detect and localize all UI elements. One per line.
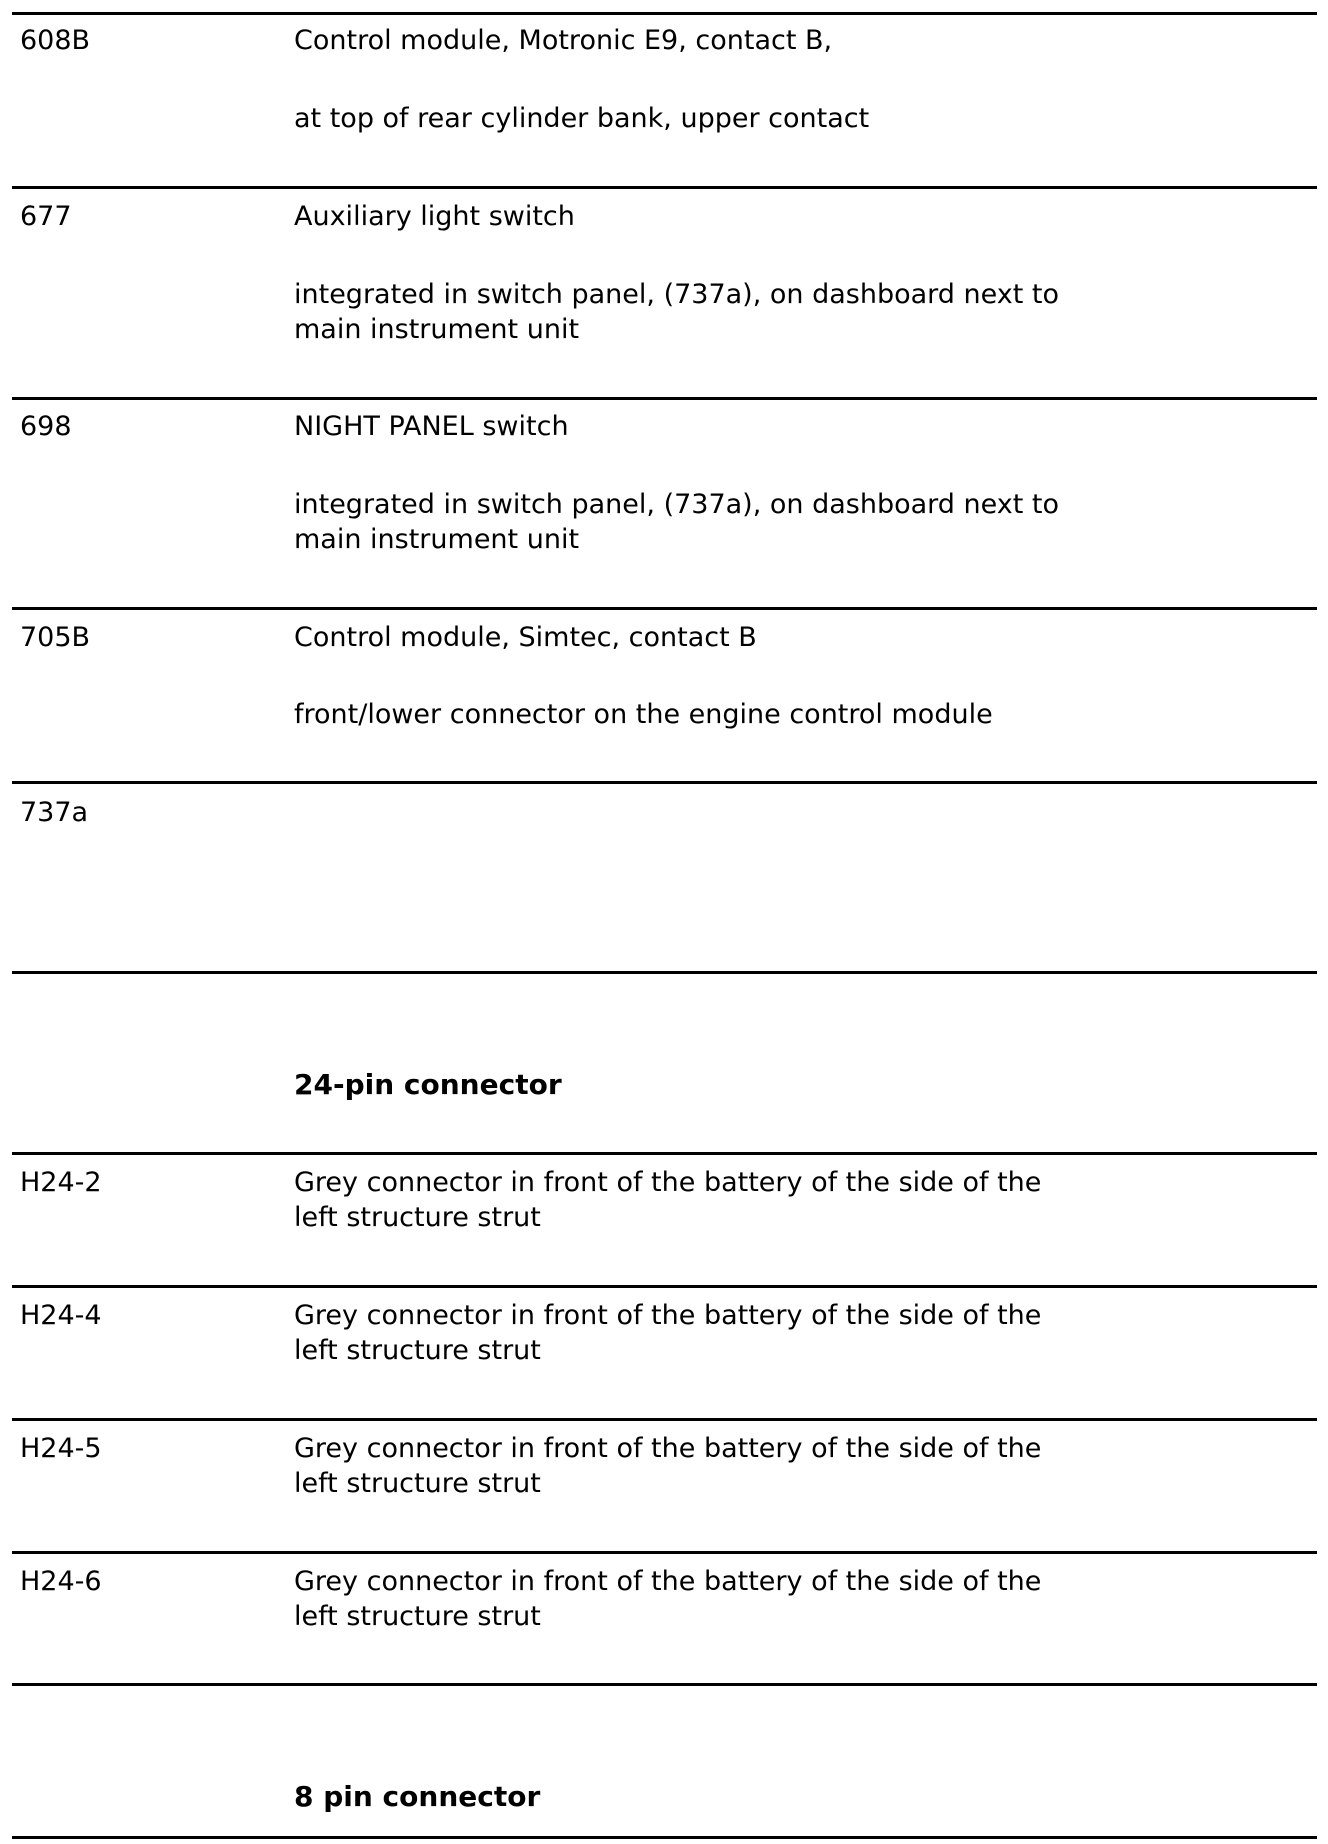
connector-location: Grey connector in front of the battery of the side of the: [294, 1566, 1042, 1597]
connector-code: H24-5: [20, 1433, 102, 1464]
connector-location: Grey connector in front of the battery of the side of the: [294, 1300, 1042, 1331]
component-location: main instrument unit: [294, 524, 580, 555]
table-rule: [12, 12, 1317, 15]
component-code: 677: [20, 201, 72, 232]
component-code: 737a: [20, 797, 89, 828]
table-rule: [12, 781, 1317, 784]
connector-location: Grey connector in front of the battery of the side of the: [294, 1167, 1042, 1198]
table-rule: [12, 971, 1317, 974]
connector-code: H24-4: [20, 1300, 102, 1331]
component-code: 698: [20, 411, 72, 442]
component-title: NIGHT PANEL switch: [294, 411, 569, 442]
connector-location: left structure strut: [294, 1202, 541, 1233]
component-location: integrated in switch panel, (737a), on dashboard next to: [294, 489, 1060, 520]
component-location: integrated in switch panel, (737a), on dashboard next to: [294, 279, 1060, 310]
connector-location: left structure strut: [294, 1601, 541, 1632]
table-rule: [12, 1418, 1317, 1421]
connector-location: left structure strut: [294, 1468, 541, 1499]
section-heading: 24-pin connector: [294, 1068, 562, 1101]
table-rule: [12, 1152, 1317, 1155]
table-rule: [12, 607, 1317, 610]
component-location: at top of rear cylinder bank, upper contact: [294, 103, 870, 134]
connector-code: H24-6: [20, 1566, 102, 1597]
component-location: main instrument unit: [294, 314, 580, 345]
table-rule: [12, 1285, 1317, 1288]
component-code: 705B: [20, 622, 91, 653]
component-location: front/lower connector on the engine control module: [294, 699, 993, 730]
connector-code: H24-2: [20, 1167, 102, 1198]
table-rule: [12, 1836, 1317, 1839]
component-title: Control module, Simtec, contact B: [294, 622, 757, 653]
connector-location: Grey connector in front of the battery of the side of the: [294, 1433, 1042, 1464]
table-rule: [12, 1683, 1317, 1686]
table-rule: [12, 1551, 1317, 1554]
section-heading: 8 pin connector: [294, 1780, 541, 1813]
component-code: 608B: [20, 25, 91, 56]
connector-location: left structure strut: [294, 1335, 541, 1366]
table-rule: [12, 397, 1317, 400]
component-title: Control module, Motronic E9, contact B,: [294, 25, 833, 56]
component-title: Auxiliary light switch: [294, 201, 575, 232]
table-rule: [12, 186, 1317, 189]
